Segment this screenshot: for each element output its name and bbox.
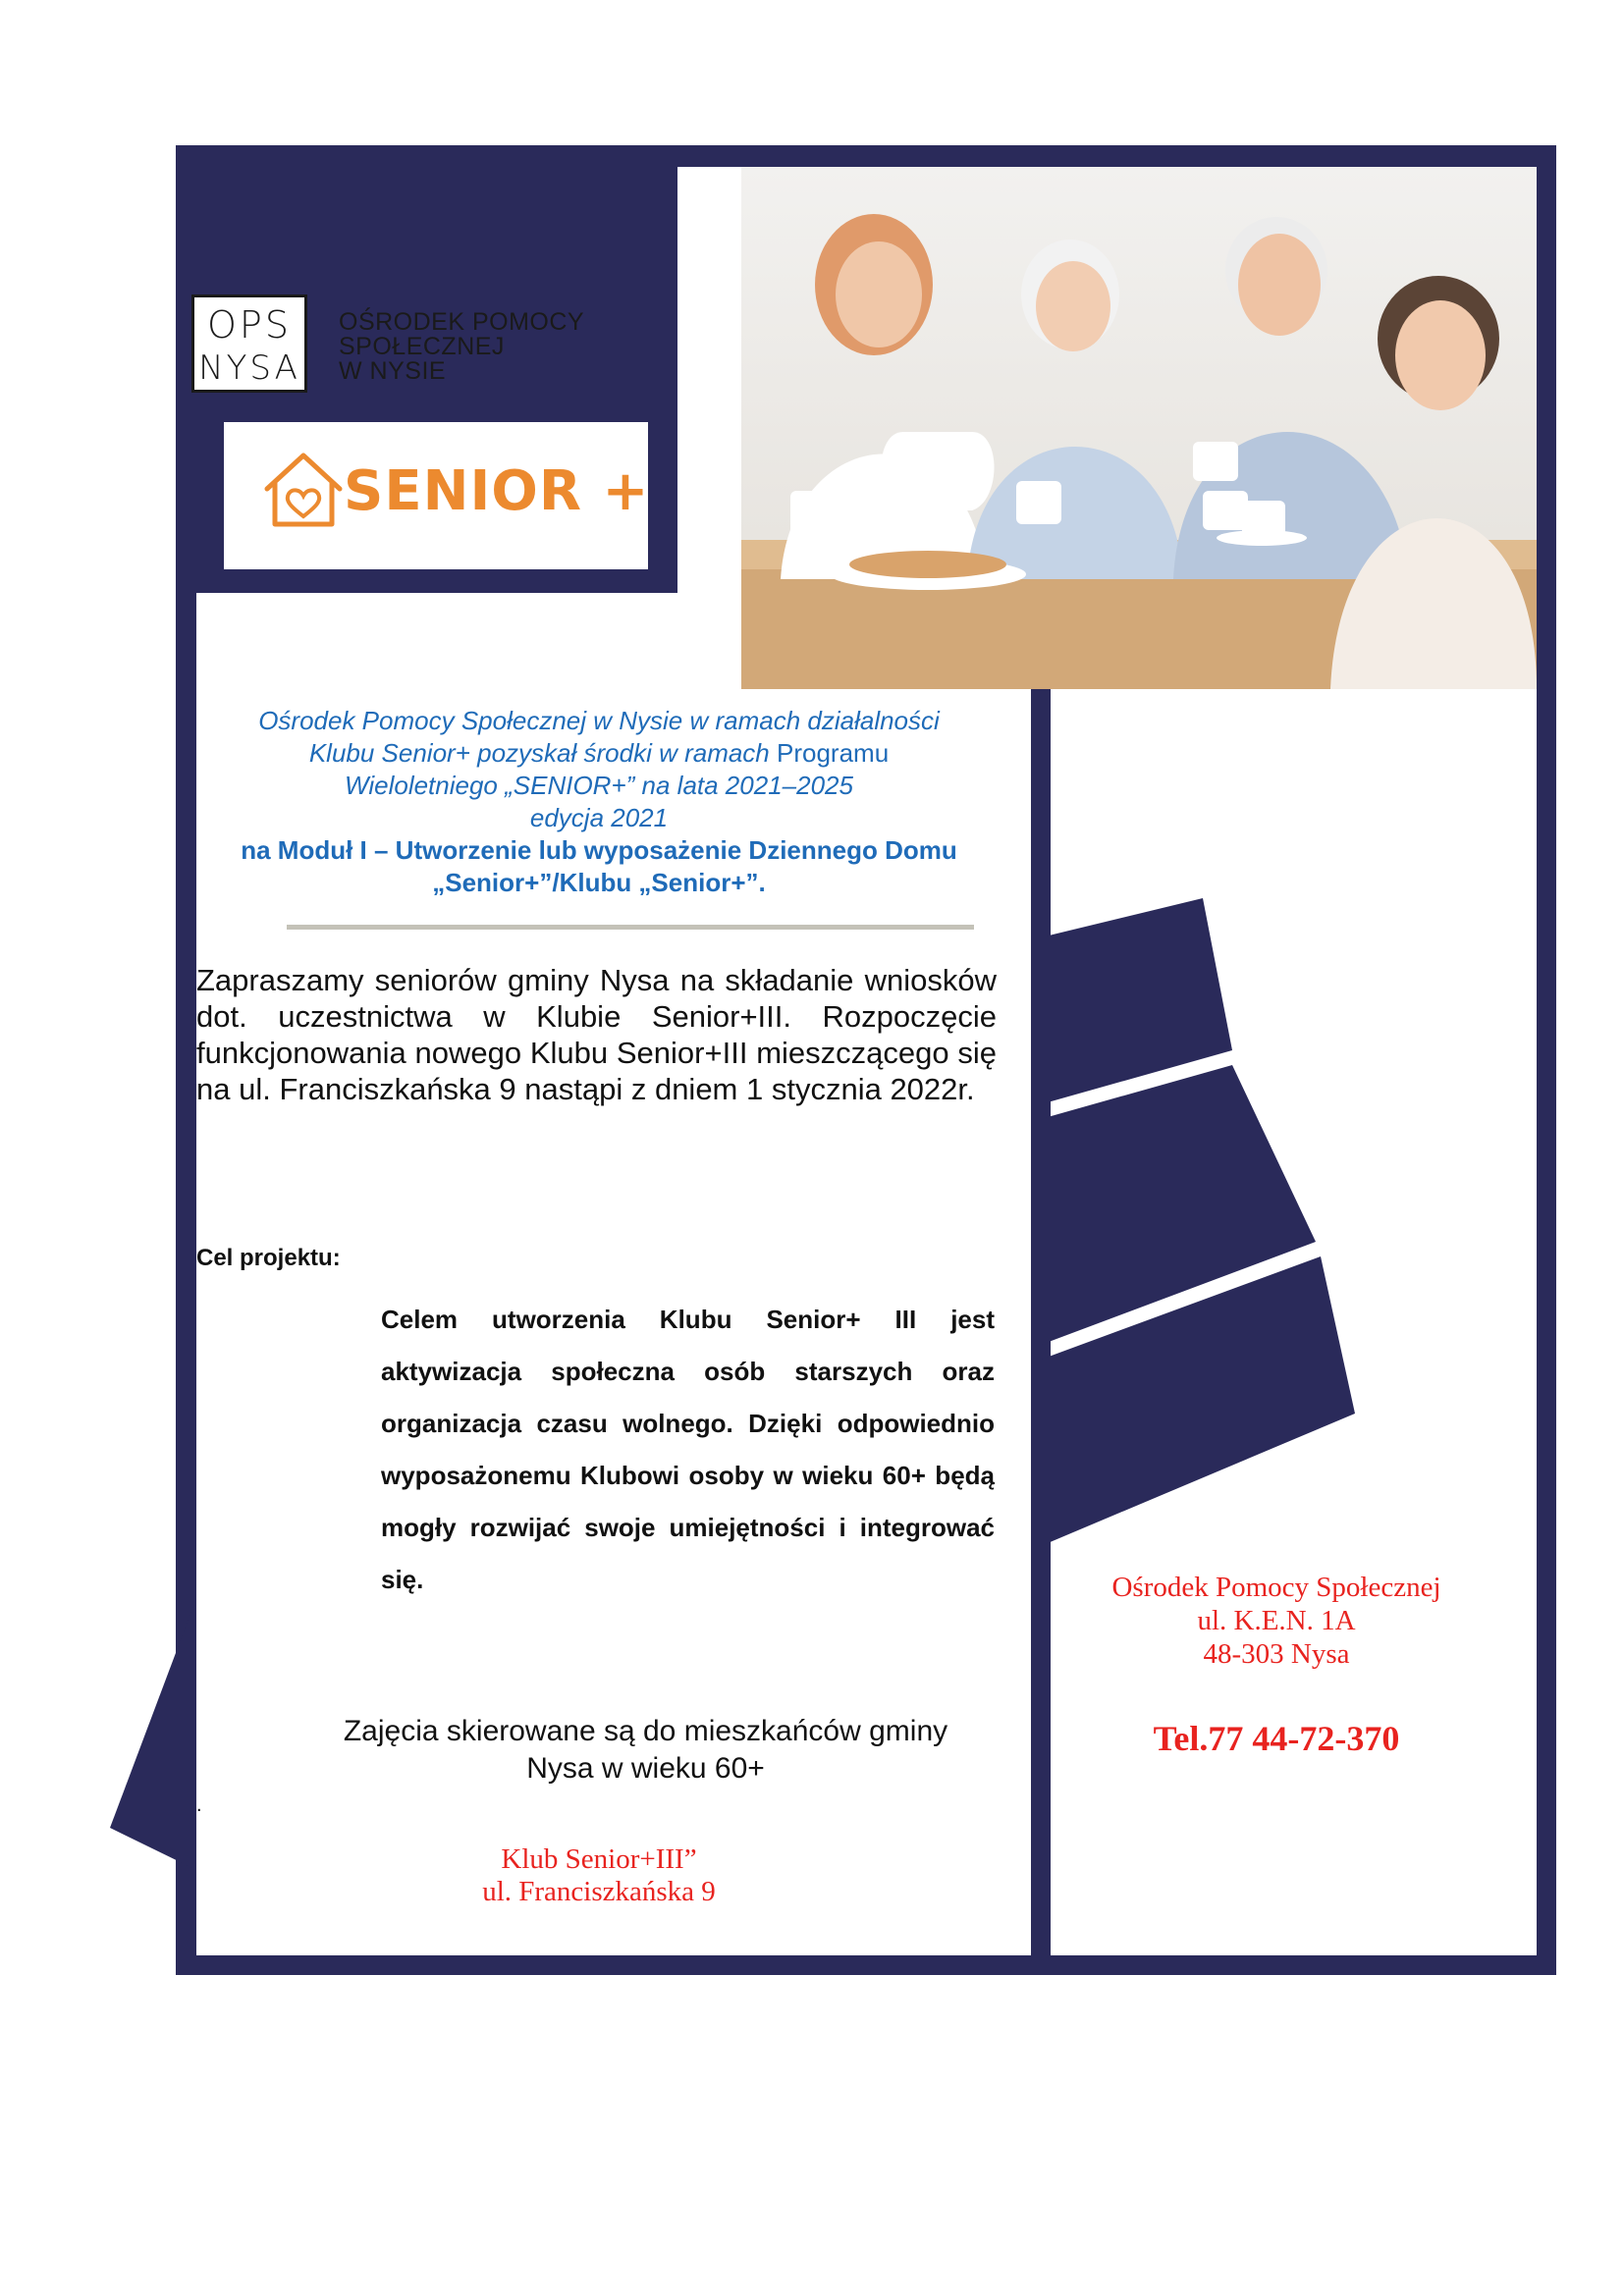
intro-line2 — [196, 737, 1001, 770]
ops-logo-top: OPS — [207, 303, 292, 347]
club-address: ul. Franciszkańska 9 — [482, 1876, 716, 1907]
stray-dot: . — [196, 1794, 202, 1816]
seniors-at-table-photo — [741, 167, 1537, 689]
intro-line1: Ośrodek Pomocy Społecznej w Nysie w ramach działalności — [258, 706, 940, 735]
contact-city: 48-303 Nysa — [1203, 1638, 1350, 1670]
audience-line2: Nysa w wieku 60+ — [526, 1752, 765, 1785]
goal-label: Cel projektu: — [196, 1245, 341, 1271]
senior-plus-logo — [224, 422, 648, 569]
goal-text: Celem utworzenia Klubu Senior+ III jest aktywizacja społeczna osób starszych oraz organizacja czasu wolnego. Dzięki odpowiednio wyposażonemu Klubowi osoby w wieku 60+ będą mogły rozwijać swoje umiejętności i integrować się. — [381, 1305, 995, 1594]
intro-line4: edycja 2021 — [529, 803, 669, 832]
deco-left-wedge — [110, 1598, 196, 1870]
house-heart-icon — [261, 448, 346, 530]
intro-divider — [287, 925, 974, 930]
contact-address — [1041, 1571, 1512, 1671]
intro-line5: na Moduł I – Utworzenie lub wyposażenie Dziennego Domu — [241, 835, 957, 865]
intro-line2a: Klubu Senior+ pozyskał środki w ramach — [308, 738, 770, 768]
audience-note — [299, 1713, 992, 1788]
intro-line6: „Senior+”/Klubu „Senior+”. — [432, 868, 766, 897]
club-location — [393, 1843, 805, 1908]
intro-heading — [196, 705, 1001, 899]
intro-line3: Wieloletniego „SENIOR+” na lata 2021–2025 — [345, 771, 853, 800]
intro-line2b: Programu — [777, 738, 890, 768]
frame-left-upper-white — [196, 593, 677, 689]
contact-street: ul. K.E.N. 1A — [1197, 1605, 1356, 1636]
ops-name-line1: OŚRODEK POMOCY — [339, 308, 585, 336]
club-name: Klub Senior+III” — [501, 1843, 697, 1875]
ops-name-line2: SPOŁECZNEJ — [339, 333, 505, 360]
ops-logo-name — [339, 310, 653, 384]
ops-logo-bottom: NYSA — [198, 348, 300, 388]
audience-line1: Zajęcia skierowane są do mieszkańców gminy — [343, 1715, 948, 1747]
contact-name: Ośrodek Pomocy Społecznej — [1111, 1572, 1441, 1603]
senior-plus-logo-text: SENIOR + — [344, 459, 650, 523]
ops-name-line3: W NYSIE — [339, 357, 447, 385]
invitation-paragraph: Zapraszamy seniorów gminy Nysa na składanie wniosków dot. uczestnictwa w Klubie Senior+III. Rozpoczęcie funkcjonowania nowego Klubu Senior+III mieszczącego się na ul. Franciszkańska 9 nastąpi z dniem 1 stycznia 2022r. — [196, 963, 997, 1106]
contact-phone: Tel.77 44-72-370 — [1153, 1719, 1400, 1758]
ops-logo-mark — [191, 294, 307, 393]
